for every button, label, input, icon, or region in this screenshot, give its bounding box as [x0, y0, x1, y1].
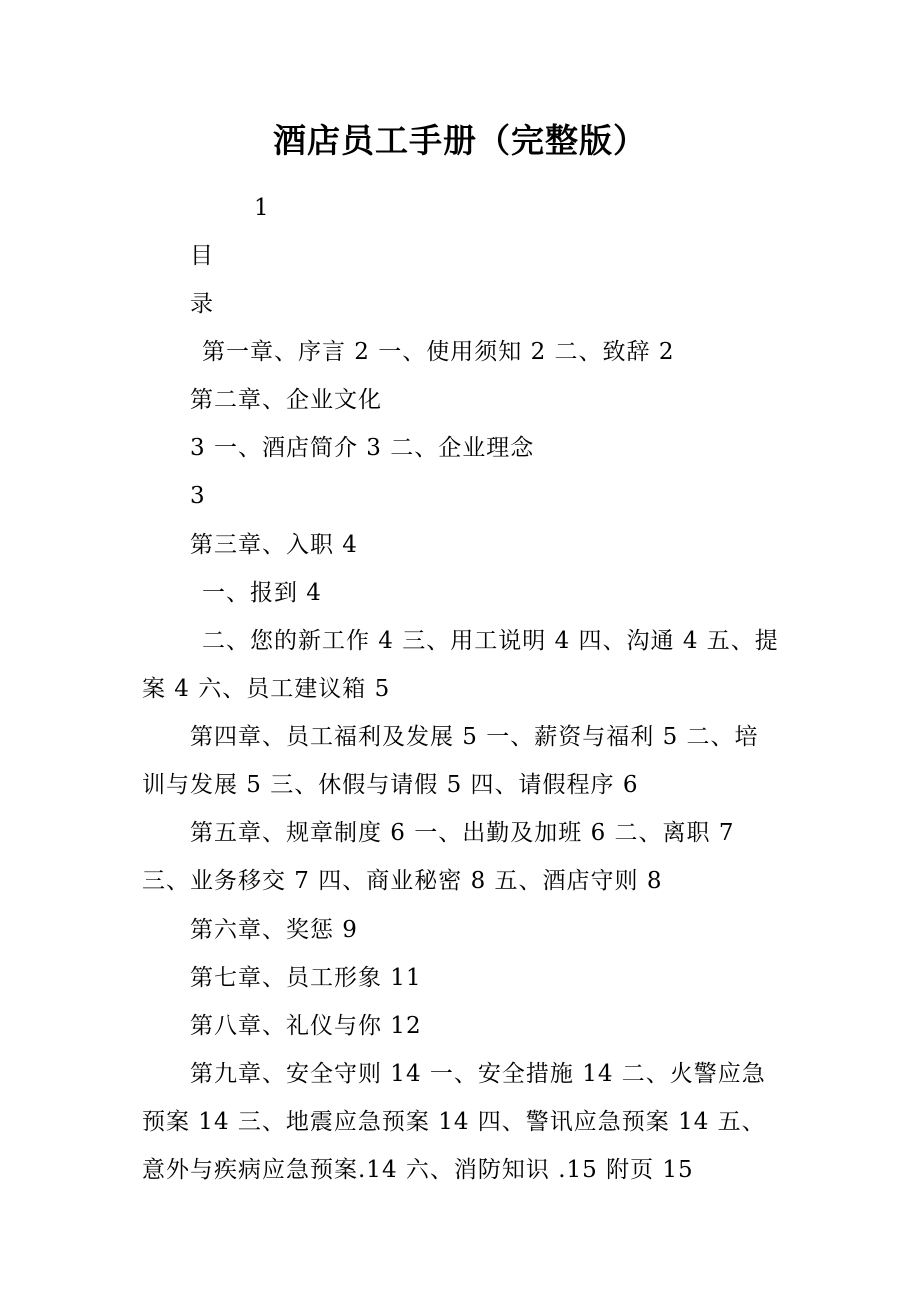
toc-heading-char-1: 目	[190, 243, 214, 269]
toc-line: 第二章、企业文化	[190, 387, 382, 413]
toc-line: 一、报到 4	[202, 580, 322, 606]
toc-line: 3 一、酒店简介 3 二、企业理念	[190, 435, 535, 461]
toc-line: 第三章、入职 4	[190, 532, 358, 558]
toc-line: 意外与疾病应急预案.14 六、消防知识 .15 附页 15	[142, 1157, 694, 1183]
toc-line: 第八章、礼仪与你 12	[190, 1013, 422, 1039]
toc-line: 案 4 六、员工建议箱 5	[142, 676, 391, 702]
toc-line: 第七章、员工形象 11	[190, 965, 422, 991]
document-title: 酒店员工手册（完整版）	[273, 121, 647, 160]
toc-line: 第九章、安全守则 14 一、安全措施 14 二、火警应急	[190, 1061, 766, 1087]
toc-line: 训与发展 5 三、休假与请假 5 四、请假程序 6	[142, 772, 639, 798]
toc-line: 三、业务移交 7 四、商业秘密 8 五、酒店守则 8	[142, 868, 663, 894]
toc-line: 第四章、员工福利及发展 5 一、薪资与福利 5 二、培	[190, 724, 759, 750]
toc-line: 3	[190, 483, 206, 509]
page-number-line: 1	[254, 195, 270, 221]
toc-line: 第一章、序言 2 一、使用须知 2 二、致辞 2	[202, 339, 675, 365]
toc-line: 预案 14 三、地震应急预案 14 四、警讯应急预案 14 五、	[142, 1109, 766, 1135]
toc-line: 第六章、奖惩 9	[190, 917, 358, 943]
toc-line: 二、您的新工作 4 三、用工说明 4 四、沟通 4 五、提	[202, 628, 779, 654]
toc-heading-char-2: 录	[190, 291, 214, 317]
toc-line: 第五章、规章制度 6 一、出勤及加班 6 二、离职 7	[190, 820, 735, 846]
